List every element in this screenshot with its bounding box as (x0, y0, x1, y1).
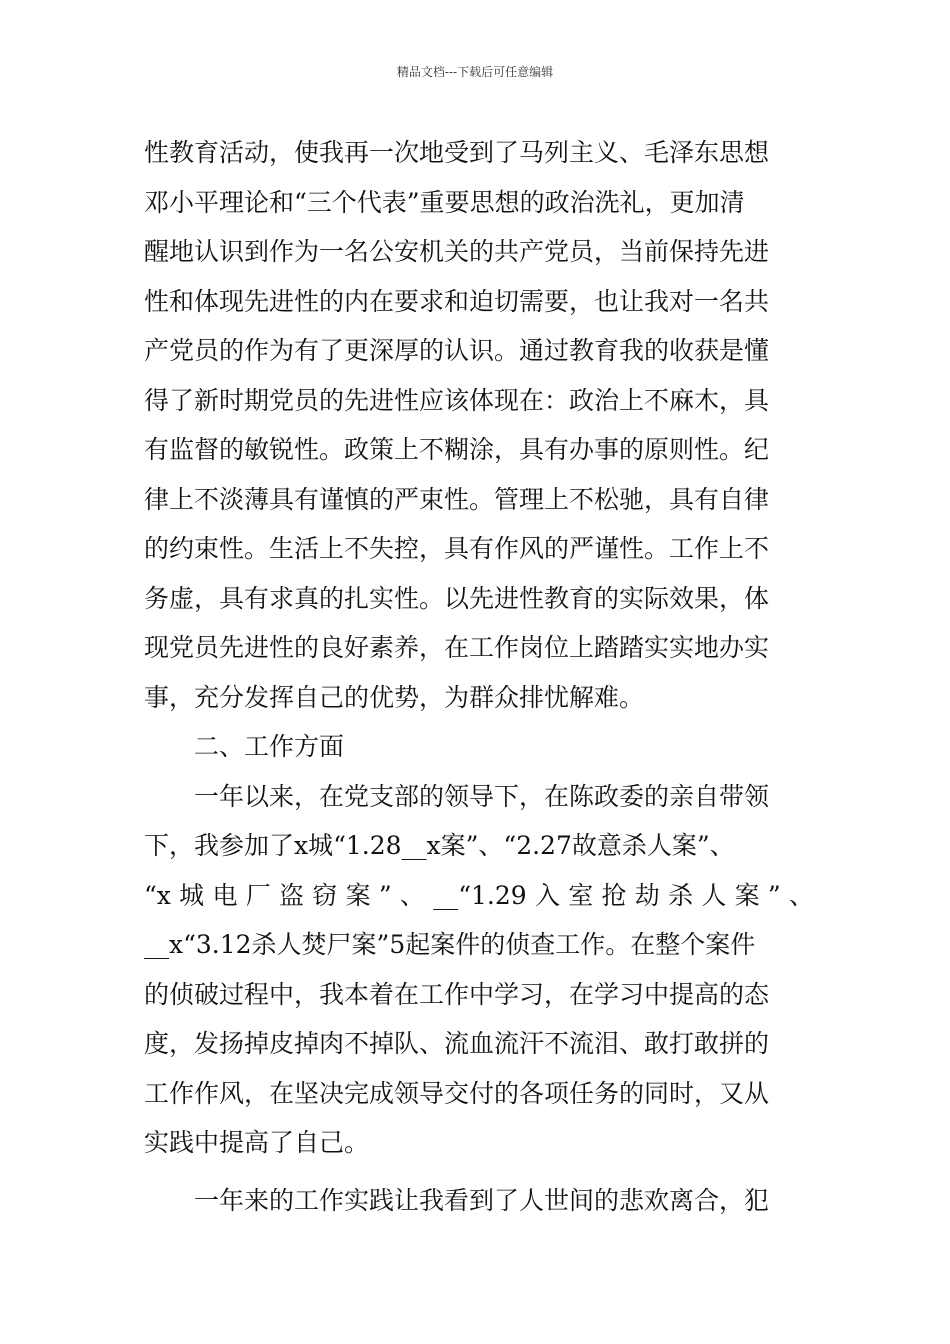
text-line: 下，我参加了x城“1.28__x案”、“2.27故意杀人案”、 (144, 831, 735, 860)
text-line: 得了新时期党员的先进性应该体现在：政治上不麻木，具 (144, 385, 770, 415)
text-line: 现党员先进性的良好素养，在工作岗位上踏踏实实地办实 (144, 633, 770, 662)
text-line: __x“3.12杀人焚尸案”5起案件的侦查工作。在整个案件 (144, 930, 756, 959)
text-line: 度，发扬掉皮掉肉不掉队、流血流汗不流泪、敢打敢拼的 (144, 1029, 770, 1058)
text-line: 产党员的作为有了更深厚的认识。通过教育我的收获是懂 (144, 336, 770, 365)
text-line: 一年以来，在党支部的领导下，在陈政委的亲自带领 (194, 781, 770, 811)
text-line: 实践中提高了自己。 (144, 1128, 370, 1157)
text-line: 律上不淡薄具有谨慎的严束性。管理上不松驰，具有自律 (144, 484, 770, 514)
text-line: 的侦破过程中，我本着在工作中学习，在学习中提高的态 (144, 979, 770, 1009)
text-line: 性教育活动，使我再一次地受到了马列主义、毛泽东思想 (144, 138, 770, 167)
text-line: 有监督的敏锐性。政策上不糊涂，具有办事的原则性。纪 (144, 435, 770, 464)
text-line: 邓小平理论和“三个代表”重要思想的政治洗礼，更加清 (144, 187, 745, 217)
text-line: 务虚，具有求真的扎实性。以先进性教育的实际效果，体 (144, 583, 770, 613)
text-line: 的约束性。生活上不失控，具有作风的严谨性。工作上不 (144, 534, 770, 563)
text-line: 工作作风，在坚决完成领导交付的各项任务的同时，又从 (144, 1078, 770, 1108)
text-line: 醒地认识到作为一名公安机关的共产党员，当前保持先进 (144, 237, 770, 266)
document-body (144, 128, 814, 1225)
page-header: 精品文档---下载后可任意编辑 (396, 65, 554, 79)
text-line: 一年来的工作实践让我看到了人世间的悲欢离合，犯 (194, 1185, 770, 1215)
text-line: “x城电厂盗窃案”、__“1.29入室抢劫杀人案”、 (144, 880, 814, 910)
section-heading: 二、工作方面 (194, 732, 345, 761)
text-line: 事，充分发挥自己的优势，为群众排忧解难。 (144, 682, 645, 712)
text-line: 性和体现先进性的内在要求和迫切需要，也让我对一名共 (144, 286, 770, 316)
